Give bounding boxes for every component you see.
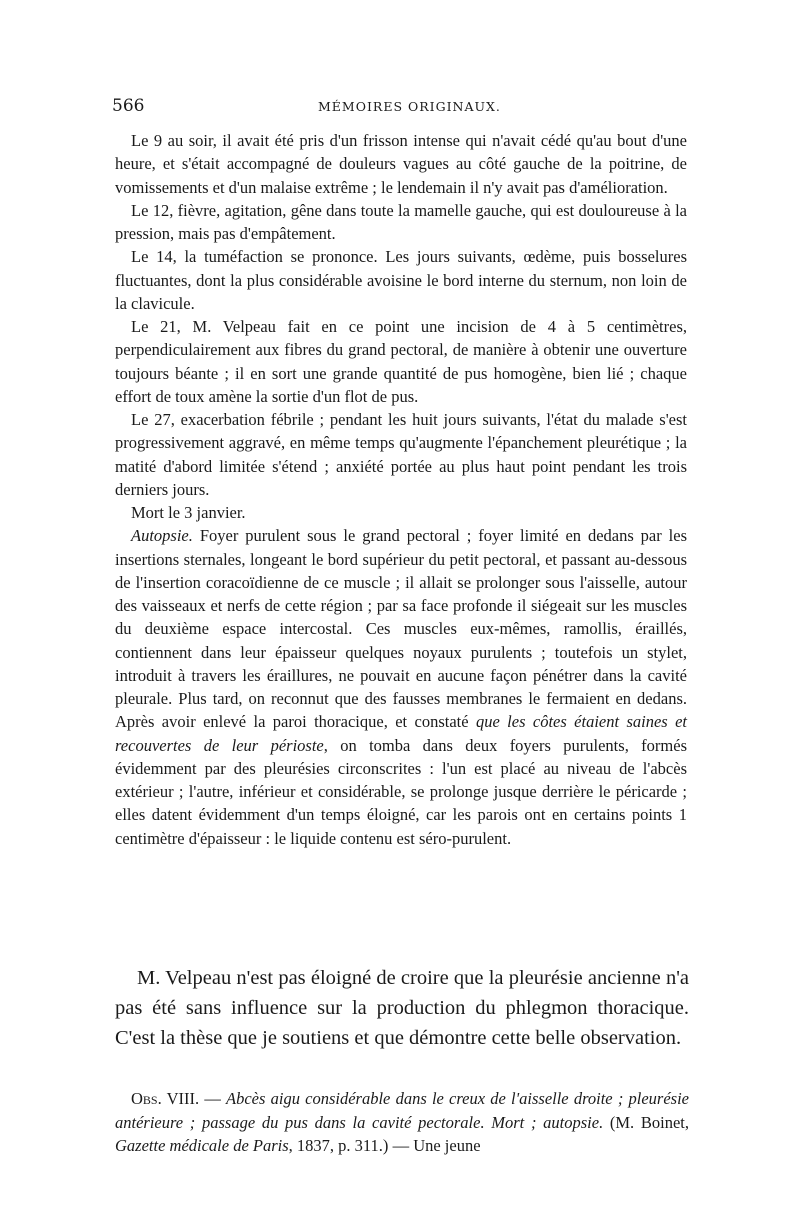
observation-paragraph <box>115 1087 689 1158</box>
observation-source-close: , 1837, p. 311.) <box>288 1136 389 1155</box>
commentary-block <box>115 963 689 1053</box>
autopsy-italic: que les côtes étaient saines et recouvertes de leur périoste <box>115 712 687 755</box>
case-paragraph: Le 21, M. Velpeau fait en ce point une incision de 4 à 5 centimètres, perpendiculairement aux fibres du grand pectoral, de manière à obtenir une ouverture toujours béante ; il en sort une grande quantité de pus homogène, bien lié ; chaque effort de toux amène la sortie d'un flot de pus. <box>115 317 687 406</box>
observation-block <box>115 1087 689 1158</box>
case-paragraph: Le 14, la tuméfaction se prononce. Les jours suivants, œdème, puis bosselures fluctuantes, dont la plus considérable avoisine le bord interne du sternum, non loin de la clavicule. <box>115 247 687 313</box>
observation-title: Abcès aigu considérable dans le creux de l'aisselle droite ; pleurésie antérieure ; passage du pus dans la cavité pectorale. Mort ; autopsie. <box>115 1089 689 1132</box>
autopsy-text: , on tomba dans deux foyers purulents, formés évidemment par des pleurésies circonscrites : l'un est placé au niveau de l'abcès extérieur ; l'autre, inférieur et considérable, se prolonge jusque derrière le péricarde ; elles datent évidemment d'un temps éloigné, car les parois ont en certains points 1 centimètre d'épaisseur : le liquide contenu est séro-purulent. <box>115 735 687 848</box>
commentary-paragraph: M. Velpeau n'est pas éloigné de croire que la pleurésie ancienne n'a pas été sans influence sur la production du phlegmon thoracique. C'est la thèse que je soutiens et que démontre cette belle observation. <box>115 967 689 1049</box>
journal-name: Gazette médicale de Paris <box>115 1136 289 1155</box>
observation-dash: — <box>199 1089 227 1108</box>
case-history <box>115 129 687 850</box>
running-head: MÉMOIRES ORIGINAUX. <box>318 99 501 114</box>
autopsy-paragraph <box>115 524 687 850</box>
observation-label: Obs. VIII. <box>131 1089 200 1108</box>
observation-continuation: — Une jeune <box>388 1136 481 1155</box>
case-paragraph: Le 9 au soir, il avait été pris d'un frisson intense qui n'avait cédé qu'au bout d'une heure, et s'était accompagné de douleurs vagues au côté gauche de la poitrine, de vomissements et d'un malaise extrême ; le lendemain il n'y avait pas d'amélioration. <box>115 131 687 197</box>
case-paragraph: Mort le 3 janvier. <box>131 503 246 522</box>
case-paragraph: Le 27, exacerbation fébrile ; pendant les huit jours suivants, l'état du malade s'est progressivement aggravé, en même temps qu'augmente l'épanchement pleurétique ; la matité d'abord limitée s'étend ; anxiété portée au plus haut point pendant les trois derniers jours. <box>115 410 687 499</box>
autopsy-text: Foyer purulent sous le grand pectoral ; foyer limité en dedans par les insertions sternales, longeant le bord supérieur du petit pectoral, et passant au-dessous de l'insertion coracoïdienne de ce muscle ; il allait se prolonger sous l'aisselle, autour des vaisseaux et nerfs de cette région ; par sa face profonde il siégeait sur les muscles du deuxième espace intercostal. Ces muscles eux-mêmes, ramollis, éraillés, contiennent dans leur épaisseur quelques noyaux purulents ; toutefois un stylet, introduit à travers les éraillures, ne pouvait en aucune façon pénétrer dans la cavité pleurale. Plus tard, on reconnut que des fausses membranes le fermaient en dedans. Après avoir enlevé la paroi thoracique, et constaté <box>115 526 688 732</box>
page-number: 566 <box>112 96 145 116</box>
observation-source: (M. Boinet, <box>603 1112 690 1132</box>
case-paragraph: Le 12, fièvre, agitation, gêne dans toute la mamelle gauche, qui est douloureuse à la pression, mais pas d'empâtement. <box>115 200 687 243</box>
page-header <box>112 96 690 118</box>
autopsy-label: Autopsie. <box>131 526 193 546</box>
